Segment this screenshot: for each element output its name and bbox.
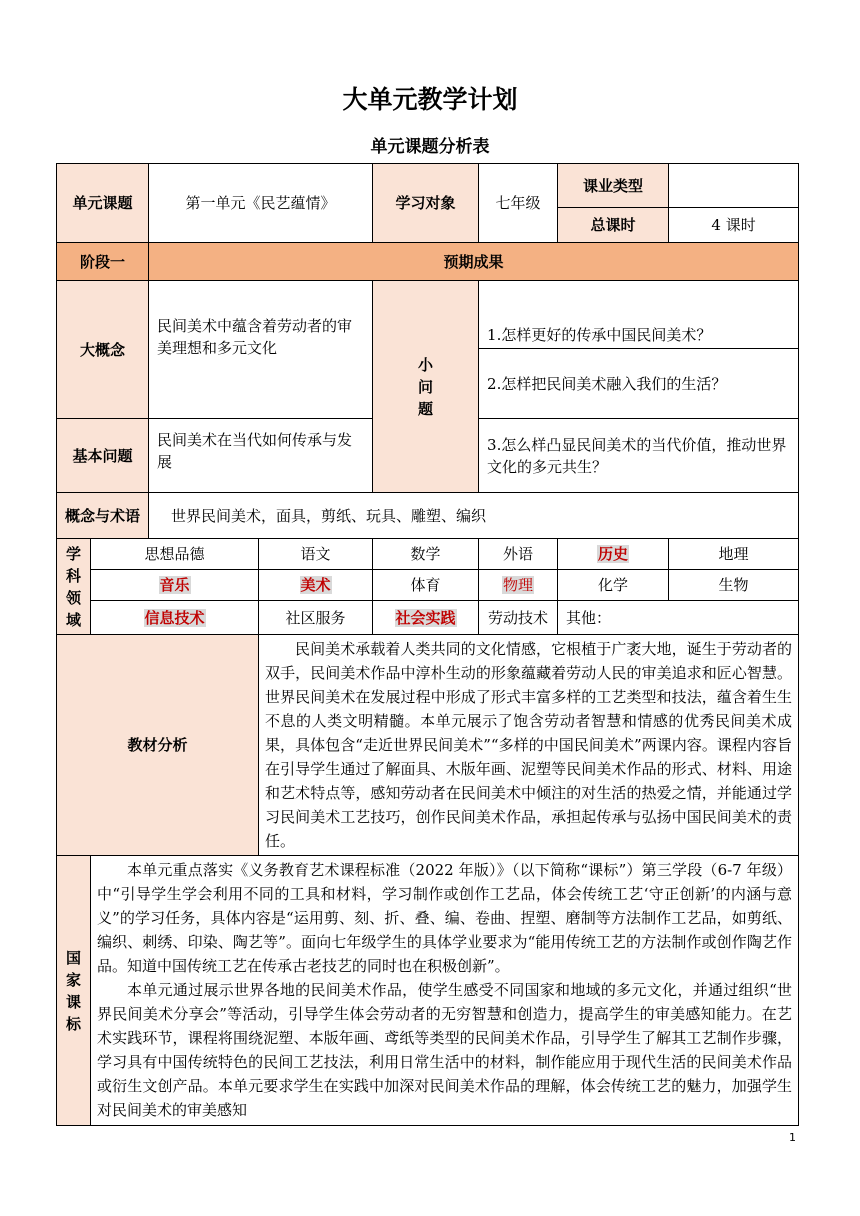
subject-art [259, 570, 373, 601]
national-standard-paragraph-2: 本单元通过展示世界各地的民间美术作品，使学生感受不同国家和地域的多元文化，并通过组织“世界民间美术分享会”等活动，引导学生体会劳动者的无穷智慧和创造力，提高学生的审美感知能力。在艺术实践环节，课程将围绕泥塑、本版年画、鸢纸等类型的民间美术作品，引导学生了解其工艺制作步骤，学习具有中国传统特色的民间工艺技法，利用日常生活中的材料，制作能应用于现代生活的民间美术作品或衍生文创产品。本单元要求学生在实践中加深对民间美术作品的理解，体会传统工艺的魅力，加强学生对民间美术的审美感知 [97, 981, 793, 1119]
expected-outcome: 预期成果 [149, 243, 799, 281]
subject-fields-label [57, 539, 91, 635]
stage-label: 阶段一 [57, 243, 149, 281]
concepts-terms-label: 概念与术语 [57, 493, 149, 539]
subject-geography [669, 539, 799, 570]
subject-history [558, 539, 669, 570]
subject-ideology [91, 539, 259, 570]
unit-analysis-table [56, 163, 799, 1126]
subject-chinese [259, 539, 373, 570]
subject-label: 语文 [300, 545, 331, 563]
subject-label-highlighted: 社会实践 [395, 608, 456, 627]
subject-pe [373, 570, 479, 601]
subject-fields-char-3: 领 [65, 588, 81, 607]
national-standard-cell [91, 856, 799, 1126]
subject-fields-char-2: 科 [65, 566, 81, 585]
subject-other [558, 601, 799, 635]
subject-physics [479, 570, 558, 601]
unit-topic-value: 第一单元《民艺蕴情》 [149, 164, 373, 243]
national-standard-char-1: 国 [65, 948, 81, 967]
textbook-analysis-cell [259, 635, 799, 856]
big-concept-label: 大概念 [57, 281, 149, 419]
small-questions-char-1: 小 [418, 355, 434, 374]
document-subtitle: 单元课题分析表 [370, 137, 490, 157]
small-questions-label [373, 281, 479, 493]
subject-label: 劳动技术 [488, 608, 549, 627]
subject-labor-tech [479, 601, 558, 635]
subject-label: 生物 [718, 576, 749, 594]
small-question-3: 3.怎么样凸显民间美术的当代价值，推动世界文化的多元共生？ [479, 419, 799, 493]
lesson-type-value [669, 164, 799, 208]
subject-label: 地理 [718, 545, 749, 563]
subject-math [373, 539, 479, 570]
subject-it [91, 601, 259, 635]
subject-fields-char-4: 域 [65, 610, 81, 629]
subject-label: 外语 [503, 545, 534, 563]
audience-label: 学习对象 [373, 164, 479, 243]
national-standard-label [57, 856, 91, 1126]
subject-chemistry [558, 570, 669, 601]
total-hours-label: 总课时 [558, 208, 669, 243]
big-concept-value: 民间美术中蕴含着劳动者的审美理想和多元文化 [149, 281, 373, 419]
subject-biology [669, 570, 799, 601]
national-standard-paragraph-1: 本单元重点落实《义务教育艺术课程标准（2022 年版）》（以下简称“课标”）第三学段（6-7 年级）中“引导学生学会利用不同的工具和材料，学习制作或创作工艺品，体会传统工艺‘守正创新’的内涵与意义”的学习任务，具体内容是“运用剪、刻、折、叠、编、卷曲、捏塑、磨制等方法制作工艺品，如剪纸、编织、刺绣、印染、陶艺等”。面向七年级学生的具体学业要求为“能用传统工艺的方法制作或创作陶艺作品。知道中国传统工艺在传承古老技艺的同时也在积极创新”。 [97, 861, 793, 975]
subject-fields-char-1: 学 [65, 544, 81, 563]
subject-label: 数学 [410, 545, 441, 563]
small-questions-char-3: 题 [418, 399, 434, 418]
basic-question-label: 基本问题 [57, 419, 149, 493]
subject-label-highlighted: 音乐 [159, 576, 190, 594]
document-title: 大单元教学计划 [342, 85, 518, 114]
subject-social-practice [373, 601, 479, 635]
lesson-type-label: 课业类型 [558, 164, 669, 208]
audience-value: 七年级 [479, 164, 558, 243]
national-standard-char-4: 标 [65, 1014, 81, 1033]
subject-label: 体育 [410, 576, 441, 594]
concepts-terms-value: 世界民间美术，面具，剪纸、玩具、雕塑、编织 [149, 493, 799, 539]
textbook-analysis-label: 教材分析 [57, 635, 259, 856]
small-questions-char-2: 问 [418, 377, 434, 396]
subject-label: 化学 [598, 576, 629, 594]
subject-label-highlighted: 美术 [300, 576, 331, 594]
subject-label-highlighted: 物理 [503, 576, 534, 594]
subject-foreign-language [479, 539, 558, 570]
subject-community-service [259, 601, 373, 635]
subject-label-highlighted: 信息技术 [144, 608, 205, 627]
subject-music [91, 570, 259, 601]
subject-label: 其他： [566, 608, 612, 627]
unit-topic-label: 单元课题 [57, 164, 149, 243]
national-standard-char-3: 课 [65, 992, 81, 1011]
subject-label: 思想品德 [144, 545, 205, 563]
total-hours-value: 4 课时 [669, 208, 799, 243]
textbook-analysis-text: 民间美术承载着人类共同的文化情感，它根植于广袤大地，诞生于劳动者的双手，民间美术作品中淳朴生动的形象蕴藏着劳动人民的审美追求和匠心智慧。世界民间美术在发展过程中形成了形式丰富多样的工艺类型和技法，蕴含着生生不息的人类文明精髓。本单元展示了饱含劳动者智慧和情感的优秀民间美术成果，具体包含“走近世界民间美术”“多样的中国民间美术”两课内容。课程内容旨在引导学生通过了解面具、木版年画、泥塑等民间美术作品的形式、材料、用途和艺术特点等，感知劳动者在民间美术中倾注的对生活的热爱之情，并能通过学习民间美术工艺技巧，创作民间美术作品，承担起传承与弘扬中国民间美术的责任。 [265, 640, 793, 850]
national-standard-char-2: 家 [65, 970, 81, 989]
subject-label-highlighted: 历史 [598, 545, 629, 563]
small-question-1: 1.怎样更好的传承中国民间美术？ [479, 281, 799, 349]
small-question-2: 2.怎样把民间美术融入我们的生活？ [479, 349, 799, 419]
page-number: 1 [789, 1131, 796, 1144]
subject-label: 社区服务 [285, 608, 346, 627]
basic-question-value: 民间美术在当代如何传承与发展 [149, 419, 373, 493]
